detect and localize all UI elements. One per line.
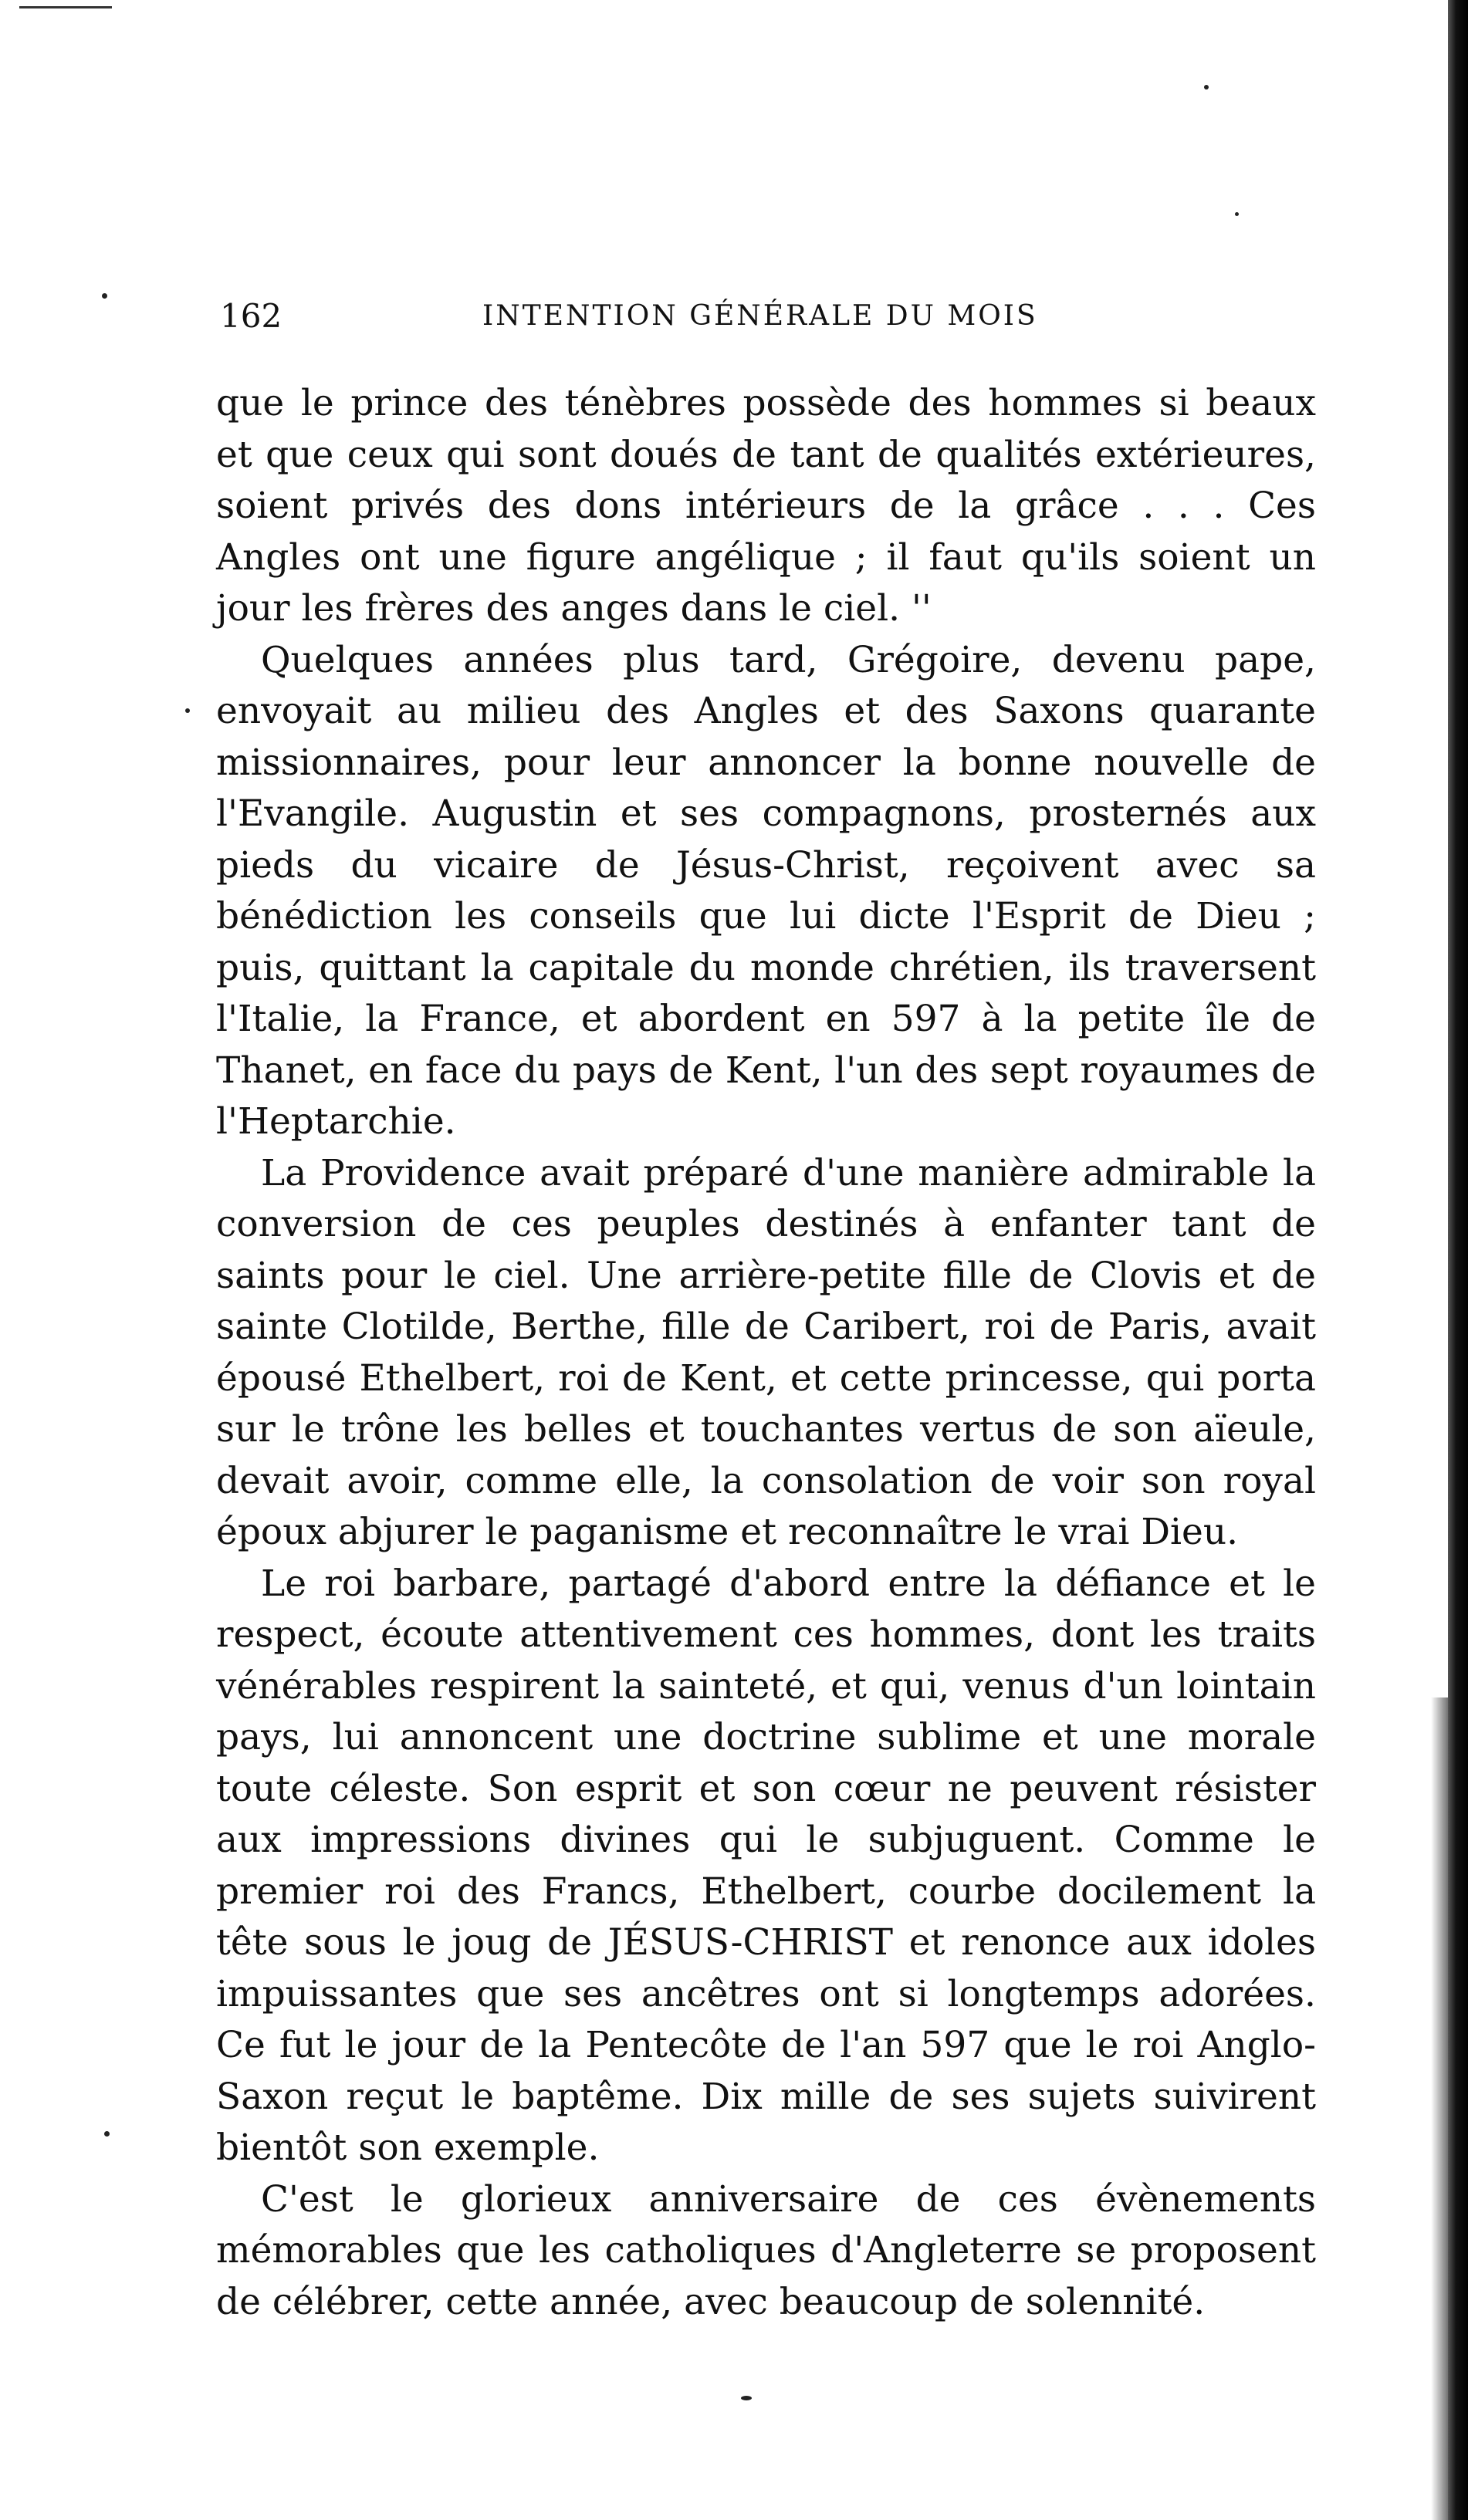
page-number: 162 (220, 297, 282, 335)
paragraph-1: que le prince des ténèbres possède des hommes si beaux et que ceux qui sont doués de tant de qualités extérieures, soient privés des dons intérieurs de la grâce . . . Ces Angles ont une figure angélique ; il faut qu'ils soient un jour les frères des anges dans le ciel. '' (216, 382, 1316, 630)
speck (102, 293, 107, 299)
speck (741, 2396, 752, 2400)
page-header (220, 297, 1108, 343)
paragraph-3: La Providence avait préparé d'une manière admirable la conversion de ces peuples destinés à enfanter tant de saints pour le ciel. Une arrière-petite fille de Clovis et de sainte Clotilde, Berthe, fille de Caribert, roi de Paris, avait épousé Ethelbert, roi de Kent, et cette princesse, qui porta sur le trône les belles et touchantes vertus de son aïeule, devait avoir, comme elle, la consolation de voir son royal époux abjurer le paganisme et reconnaître le vrai Dieu. (216, 1151, 1316, 1553)
speck (185, 708, 190, 713)
speck (1204, 85, 1209, 90)
page-body (216, 378, 1316, 2328)
scan-artifact (19, 6, 112, 8)
speck (1235, 212, 1239, 216)
paragraph-5: C'est le glorieux anniversaire de ces évènements mémorables que les catholiques d'Angleterre se proposent de célébrer, cette année, avec beaucoup de solennité. (216, 2177, 1316, 2323)
running-head: INTENTION GÉNÉRALE DU MOIS (482, 300, 1038, 332)
speck (104, 2131, 110, 2137)
paragraph-4: Le roi barbare, partagé d'abord entre la défiance et le respect, écoute attentivement ces hommes, dont les traits vénérables respirent la sainteté, et qui, venus d'un lointain pays, lui annoncent une doctrine sublime et une morale toute céleste. Son esprit et son cœur ne peuvent résister aux impressions divines qui le subjuguent. Comme le premier roi des Francs, Ethelbert, courbe docilement la tête sous le joug de JÉSUS-CHRIST et renonce aux idoles impuissantes que ses ancêtres ont si longtemps adorées. Ce fut le jour de la Pentecôte de l'an 597 que le roi Anglo-Saxon reçut le baptême. Dix mille de ses sujets suivirent bientôt son exemple. (216, 1562, 1316, 2169)
page-edge (1448, 0, 1468, 2520)
binding-shadow (1431, 1697, 1448, 2520)
paragraph-2: Quelques années plus tard, Grégoire, devenu pape, envoyait au milieu des Angles et des Saxons quarante missionnaires, pour leur annoncer la bonne nouvelle de l'Evangile. Augustin et ses compagnons, prosternés aux pieds du vicaire de Jésus-Christ, reçoivent avec sa bénédiction les conseils que lui dicte l'Esprit de Dieu ; puis, quittant la capitale du monde chrétien, ils traversent l'Italie, la France, et abordent en 597 à la petite île de Thanet, en face du pays de Kent, l'un des sept royaumes de l'Heptarchie. (216, 638, 1316, 1143)
